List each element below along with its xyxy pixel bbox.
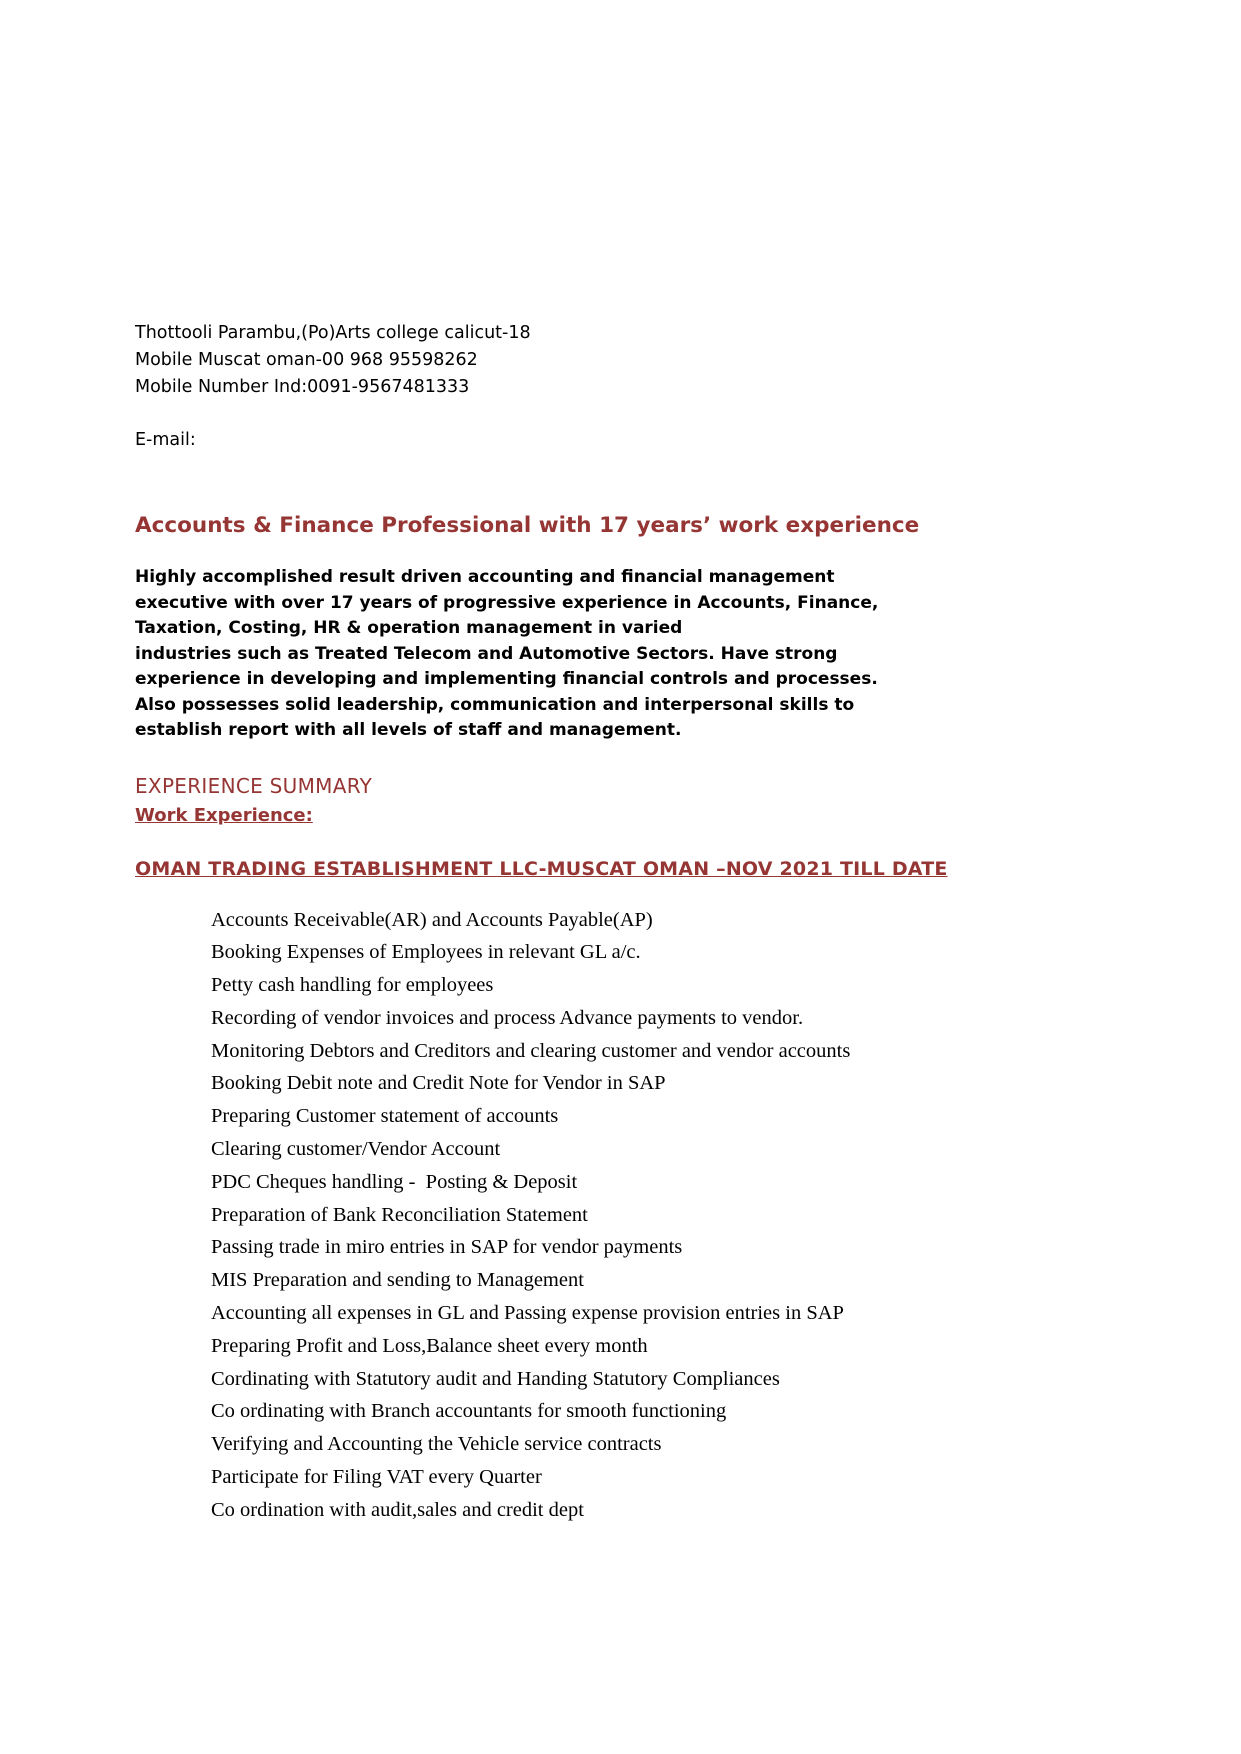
work-experience-heading: Work Experience: (135, 804, 313, 826)
profile-summary-line: executive with over 17 years of progressive experience in Accounts, Finance, (135, 592, 879, 613)
duty-item: Recording of vendor invoices and process Advance payments to vendor. (211, 1006, 804, 1029)
duty-item: PDC Cheques handling - Posting & Deposit (211, 1170, 578, 1193)
duty-item: Verifying and Accounting the Vehicle service contracts (211, 1433, 662, 1456)
duty-item: Monitoring Debtors and Creditors and clearing customer and vendor accounts (211, 1039, 851, 1062)
duty-item: Co ordination with audit,sales and credit dept (211, 1498, 584, 1521)
profile-summary (135, 565, 1151, 744)
duty-item: Accounts Receivable(AR) and Accounts Payable(AP) (211, 908, 653, 931)
duty-item: Clearing customer/Vendor Account (211, 1138, 501, 1161)
profile-summary-line: industries such as Treated Telecom and Automotive Sectors. Have strong (135, 643, 838, 664)
profile-summary-line: establish report with all levels of staff and management. (135, 720, 682, 740)
experience-summary-heading: EXPERIENCE SUMMARY (135, 773, 373, 798)
profile-summary-line: Highly accomplished result driven accounting and financial management (135, 567, 835, 587)
contact-line: Thottooli Parambu,(Po)Arts college calicut-18 (135, 323, 531, 343)
profile-summary-line: experience in developing and implementing financial controls and processes. (135, 669, 878, 689)
duty-item: Preparation of Bank Reconciliation Statement (211, 1203, 588, 1226)
contact-block (135, 320, 1151, 401)
duties-list (135, 904, 1151, 1527)
contact-line: Mobile Number Ind:0091-9567481333 (135, 377, 470, 397)
profile-summary-line: Also possesses solid leadership, communication and interpersonal skills to (135, 694, 855, 715)
duty-item: Petty cash handling for employees (211, 974, 494, 997)
contact-line: Mobile Muscat oman-00 968 95598262 (135, 350, 478, 370)
duty-item: Booking Expenses of Employees in relevant GL a/c. (211, 941, 641, 964)
email-label: E-mail: (135, 430, 196, 450)
duty-item: Passing trade in miro entries in SAP for vendor payments (211, 1236, 683, 1259)
duty-item: Co ordinating with Branch accountants for smooth functioning (211, 1400, 727, 1423)
resume-headline: Accounts & Finance Professional with 17 years’ work experience (135, 513, 920, 538)
duty-item: Preparing Profit and Loss,Balance sheet every month (211, 1334, 648, 1357)
duty-item: Accounting all expenses in GL and Passing expense provision entries in SAP (211, 1302, 844, 1325)
duty-item: MIS Preparation and sending to Management (211, 1269, 584, 1292)
duty-item: Cordinating with Statutory audit and Handing Statutory Compliances (211, 1367, 780, 1390)
duty-item: Participate for Filing VAT every Quarter (211, 1466, 542, 1489)
duty-item: Booking Debit note and Credit Note for Vendor in SAP (211, 1072, 666, 1095)
profile-summary-line: Taxation, Costing, HR & operation management in varied (135, 618, 683, 638)
employer-heading: OMAN TRADING ESTABLISHMENT LLC-MUSCAT OMAN –NOV 2021 TILL DATE (135, 857, 948, 880)
duty-item: Preparing Customer statement of accounts (211, 1105, 559, 1128)
